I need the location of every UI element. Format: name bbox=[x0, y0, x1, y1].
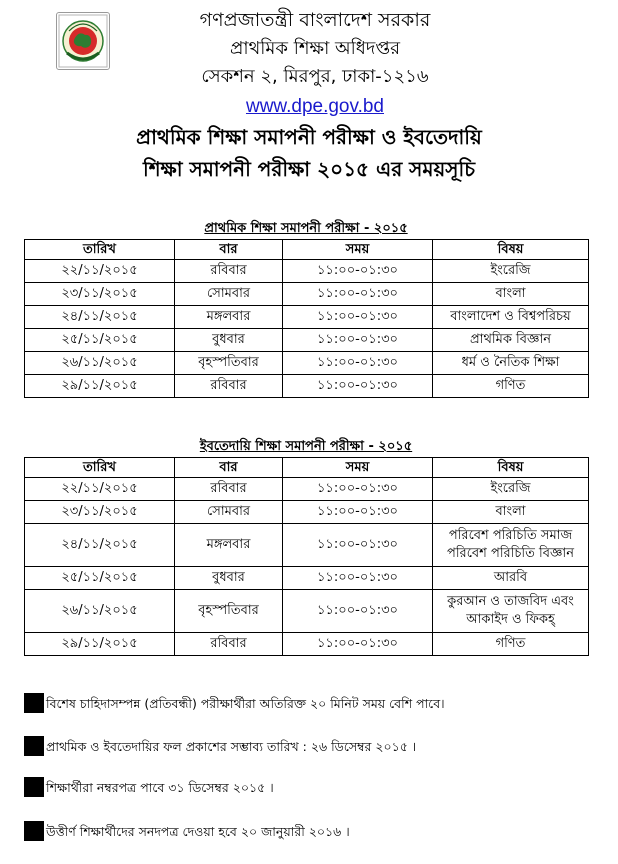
table-row bbox=[25, 590, 589, 633]
table-row bbox=[25, 260, 589, 283]
table-row bbox=[25, 633, 589, 656]
bangladesh-government-seal-icon bbox=[56, 12, 110, 70]
note-item bbox=[24, 821, 594, 843]
black-square-bullet-icon bbox=[24, 736, 44, 756]
note-item bbox=[24, 693, 594, 715]
government-name: গণপ্রজাতন্ত্রী বাংলাদেশ সরকার bbox=[199, 9, 431, 31]
cell-time: ১১:০০-০১:৩০ bbox=[283, 524, 433, 567]
table-row bbox=[25, 329, 589, 352]
cell-time: ১১:০০-০১:৩০ bbox=[283, 352, 433, 375]
table-row bbox=[25, 478, 589, 501]
cell-subject: পরিবেশ পরিচিতি সমাজ পরিবেশ পরিচিতি বিজ্ঞান bbox=[433, 524, 589, 567]
primary-exam-section bbox=[24, 219, 588, 398]
cell-date: ২৪/১১/২০১৫ bbox=[25, 524, 175, 567]
column-header-date: তারিখ bbox=[25, 240, 175, 260]
primary-exam-caption: প্রাথমিক শিক্ষা সমাপনী পরীক্ষা - ২০১৫ bbox=[204, 221, 408, 236]
cell-day: রবিবার bbox=[175, 478, 283, 501]
cell-day: বৃহস্পতিবার bbox=[175, 352, 283, 375]
table-row bbox=[25, 375, 589, 398]
cell-day: রবিবার bbox=[175, 633, 283, 656]
cell-time: ১১:০০-০১:৩০ bbox=[283, 590, 433, 633]
table-row bbox=[25, 306, 589, 329]
cell-day: বৃহস্পতিবার bbox=[175, 590, 283, 633]
cell-date: ২৬/১১/২০১৫ bbox=[25, 352, 175, 375]
cell-subject: ইংরেজি bbox=[433, 260, 589, 283]
column-header-day: বার bbox=[175, 240, 283, 260]
table-header-row bbox=[25, 240, 589, 260]
cell-subject: ধর্ম ও নৈতিক শিক্ষা bbox=[433, 352, 589, 375]
cell-subject: আরবি bbox=[433, 567, 589, 590]
column-header-day: বার bbox=[175, 458, 283, 478]
cell-subject: গণিত bbox=[433, 633, 589, 656]
note-text: উত্তীর্ণ শিক্ষার্থীদের সনদপত্র দেওয়া হবে ২০ জানুয়ারী ২০১৬ । bbox=[46, 824, 350, 839]
table-row bbox=[25, 352, 589, 375]
note-text: প্রাথমিক ও ইবতেদায়ির ফল প্রকাশের সম্ভাব্য তারিখ : ২৬ ডিসেম্বর ২০১৫ । bbox=[46, 739, 417, 754]
table-header-row bbox=[25, 458, 589, 478]
directorate-name: প্রাথমিক শিক্ষা অধিদপ্তর bbox=[229, 38, 401, 59]
cell-day: রবিবার bbox=[175, 260, 283, 283]
document-header bbox=[0, 0, 618, 200]
table-row bbox=[25, 501, 589, 524]
cell-time: ১১:০০-০১:৩০ bbox=[283, 567, 433, 590]
table-row bbox=[25, 567, 589, 590]
cell-day: বুধবার bbox=[175, 567, 283, 590]
cell-time: ১১:০০-০১:৩০ bbox=[283, 283, 433, 306]
cell-date: ২৪/১১/২০১৫ bbox=[25, 306, 175, 329]
cell-day: মঙ্গলবার bbox=[175, 306, 283, 329]
cell-time: ১১:০০-০১:৩০ bbox=[283, 306, 433, 329]
cell-time: ১১:০০-০১:৩০ bbox=[283, 633, 433, 656]
cell-subject: বাংলাদেশ ও বিশ্বপরিচয় bbox=[433, 306, 589, 329]
black-square-bullet-icon bbox=[24, 693, 44, 713]
primary-exam-table bbox=[24, 239, 589, 398]
column-header-date: তারিখ bbox=[25, 458, 175, 478]
column-header-subject: বিষয় bbox=[433, 240, 589, 260]
cell-time: ১১:০০-০১:৩০ bbox=[283, 260, 433, 283]
cell-subject: বাংলা bbox=[433, 501, 589, 524]
cell-date: ২৯/১১/২০১৫ bbox=[25, 633, 175, 656]
cell-subject: কুরআন ও তাজবিদ এবং আকাইদ ও ফিকহ্ bbox=[433, 590, 589, 633]
document-title-line-1: প্রাথমিক শিক্ষা সমাপনী পরীক্ষা ও ইবতেদায়ি bbox=[136, 125, 482, 149]
website-link[interactable]: www.dpe.gov.bd bbox=[245, 96, 384, 117]
cell-subject: প্রাথমিক বিজ্ঞান bbox=[433, 329, 589, 352]
note-text: শিক্ষার্থীরা নম্বরপত্র পাবে ৩১ ডিসেম্বর ২০১৫ । bbox=[46, 780, 274, 795]
table-row bbox=[25, 283, 589, 306]
cell-subject: গণিত bbox=[433, 375, 589, 398]
cell-date: ২৩/১১/২০১৫ bbox=[25, 283, 175, 306]
cell-time: ১১:০০-০১:৩০ bbox=[283, 375, 433, 398]
ebtedayee-exam-table bbox=[24, 457, 589, 656]
cell-date: ২৬/১১/২০১৫ bbox=[25, 590, 175, 633]
cell-day: মঙ্গলবার bbox=[175, 524, 283, 567]
cell-date: ২২/১১/২০১৫ bbox=[25, 260, 175, 283]
cell-day: সোমবার bbox=[175, 501, 283, 524]
column-header-time: সময় bbox=[283, 458, 433, 478]
cell-time: ১১:০০-০১:৩০ bbox=[283, 478, 433, 501]
note-text: বিশেষ চাহিদাসম্পন্ন (প্রতিবন্ধী) পরীক্ষার্থীরা অতিরিক্ত ২০ মিনিট সময় বেশি পাবে। bbox=[46, 696, 445, 711]
ebtedayee-exam-section bbox=[24, 437, 588, 656]
black-square-bullet-icon bbox=[24, 821, 44, 841]
cell-day: রবিবার bbox=[175, 375, 283, 398]
cell-subject: ইংরেজি bbox=[433, 478, 589, 501]
cell-date: ২৩/১১/২০১৫ bbox=[25, 501, 175, 524]
column-header-time: সময় bbox=[283, 240, 433, 260]
note-item bbox=[24, 736, 594, 758]
cell-date: ২২/১১/২০১৫ bbox=[25, 478, 175, 501]
cell-date: ২৯/১১/২০১৫ bbox=[25, 375, 175, 398]
cell-date: ২৫/১১/২০১৫ bbox=[25, 329, 175, 352]
cell-time: ১১:০০-০১:৩০ bbox=[283, 501, 433, 524]
cell-day: সোমবার bbox=[175, 283, 283, 306]
office-address: সেকশন ২, মিরপুর, ঢাকা-১২১৬ bbox=[201, 66, 429, 87]
document-title-line-2: শিক্ষা সমাপনী পরীক্ষা ২০১৫ এর সময়সূচি bbox=[142, 157, 476, 181]
cell-subject: বাংলা bbox=[433, 283, 589, 306]
ebtedayee-exam-caption: ইবতেদায়ি শিক্ষা সমাপনী পরীক্ষা - ২০১৫ bbox=[199, 439, 413, 454]
note-item bbox=[24, 777, 594, 799]
cell-time: ১১:০০-০১:৩০ bbox=[283, 329, 433, 352]
black-square-bullet-icon bbox=[24, 777, 44, 797]
column-header-subject: বিষয় bbox=[433, 458, 589, 478]
cell-date: ২৫/১১/২০১৫ bbox=[25, 567, 175, 590]
cell-day: বুধবার bbox=[175, 329, 283, 352]
table-row bbox=[25, 524, 589, 567]
